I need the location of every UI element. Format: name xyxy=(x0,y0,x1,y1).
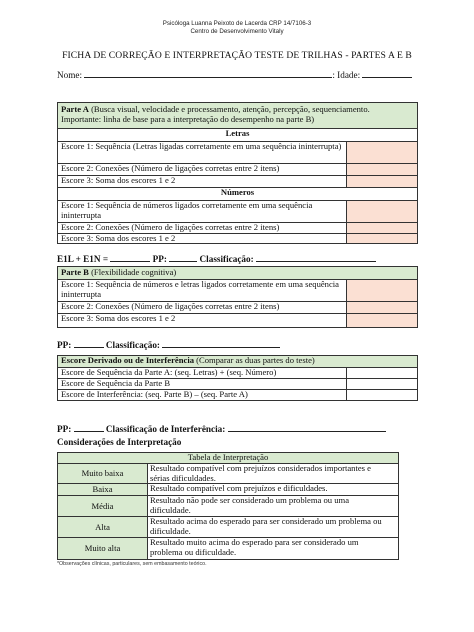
header-line-1: Psicóloga Luanna Peixoto de Lacerda CRP 14/7106-3 xyxy=(162,20,312,27)
part-a-header xyxy=(58,103,417,128)
interpretation-table xyxy=(57,452,399,560)
part-b-row-2: Escore 2: Conexões (Número de ligações corretas entre 2 itens) xyxy=(61,301,280,311)
numeros-score-3-field[interactable] xyxy=(346,234,417,243)
derived-heading-bold: Escore Derivado ou de Interferência xyxy=(61,355,195,365)
pp2-field[interactable] xyxy=(74,422,104,432)
part-a-table xyxy=(57,102,418,244)
part-b-score-2-field[interactable] xyxy=(346,302,417,313)
part-b-table xyxy=(57,266,418,328)
derived-heading-rest: (Comparar as duas partes do teste) xyxy=(194,355,315,365)
pp2-class-field[interactable] xyxy=(228,422,386,432)
part-b-heading-rest: (Flexibilidade cognitiva) xyxy=(88,267,177,277)
nome-label: Nome: xyxy=(57,70,83,80)
pp1-label: PP: xyxy=(57,340,72,350)
part-a-heading-line2: Importante: linha de base para a interpretação do desempenho na parte B) xyxy=(61,113,315,124)
pp-line-1 xyxy=(57,338,280,350)
e1l-class-label: Classificação: xyxy=(199,254,254,264)
numeros-score-2-field[interactable] xyxy=(346,223,417,233)
e1l-pp-field[interactable] xyxy=(169,252,197,262)
interp-level-1: Muito baixa xyxy=(58,464,147,483)
numeros-row-2: Escore 2: Conexões (Número de ligações corretas entre 2 itens) xyxy=(61,222,280,232)
pp1-field[interactable] xyxy=(74,338,104,348)
letras-label: Letras xyxy=(225,128,250,138)
footnote: *Observações clínicas, particulares, sem embasamento teórico. xyxy=(57,561,207,567)
derived-row-3: Escore de Interferência: (seq. Parte B) – (seq. Parte A) xyxy=(61,389,248,399)
e1l-label: E1L + E1N = xyxy=(57,254,109,264)
numeros-label: Números xyxy=(220,187,255,197)
derived-score-1-field[interactable] xyxy=(346,368,417,378)
nome-field[interactable] xyxy=(84,68,332,78)
part-b-heading-bold: Parte B xyxy=(61,267,89,277)
numeros-row-3: Escore 3: Soma dos escores 1 e 2 xyxy=(61,233,176,243)
derived-table xyxy=(57,355,418,401)
pp2-class-label: Classificação de Interferência: xyxy=(105,424,226,434)
e1l-field[interactable] xyxy=(110,252,150,262)
part-b-score-3-field[interactable] xyxy=(346,314,417,327)
part-b-row-1: Escore 1: Sequência de números e letras ligados corretamente em uma sequência ininterrupta xyxy=(61,279,339,299)
derived-header xyxy=(58,356,417,367)
letras-row-2: Escore 2: Conexões (Número de ligações corretas entre 2 itens) xyxy=(61,163,280,173)
letras-row-1: Escore 1: Sequência (Letras ligadas corretamente em uma sequência ininterrupta) xyxy=(61,141,342,151)
part-b-score-1-field[interactable] xyxy=(346,280,417,301)
derived-score-2-field[interactable] xyxy=(346,379,417,389)
interp-title: Tabela de Interpretação xyxy=(58,453,398,463)
interp-desc-2: Resultado compatível com prejuízos e dificuldades. xyxy=(150,483,328,493)
derived-row-1: Escore de Sequência da Parte A: (seq. Letras) + (seq. Número) xyxy=(61,367,277,377)
letras-row-3: Escore 3: Soma dos escores 1 e 2 xyxy=(61,175,176,185)
derived-score-3-field[interactable] xyxy=(346,390,417,400)
idade-label: : Idade: xyxy=(332,70,361,80)
interp-desc-1: Resultado compatível com prejuízos considerados importantes e sérias dificuldades. xyxy=(150,463,371,483)
pp-line-2 xyxy=(57,422,386,434)
letras-score-3-field[interactable] xyxy=(346,176,417,187)
interp-desc-5: Resultado muito acima do esperado para ser considerado um problema ou dificuldade. xyxy=(150,537,359,557)
numeros-row-1: Escore 1: Sequência de números ligados corretamente em uma sequência ininterrupta xyxy=(61,200,313,220)
interp-desc-4: Resultado acima do esperado para ser considerado um problema ou dificuldade. xyxy=(150,516,382,536)
letras-score-1-field[interactable] xyxy=(346,142,417,163)
part-b-row-3: Escore 3: Soma dos escores 1 e 2 xyxy=(61,313,176,323)
considerations-title: Considerações de Interpretação xyxy=(57,437,182,447)
derived-row-2: Escore de Sequência da Parte B xyxy=(61,378,171,388)
interp-level-5: Muito alta xyxy=(58,538,147,559)
pp1-class-field[interactable] xyxy=(162,338,280,348)
idade-field[interactable] xyxy=(362,68,412,78)
interp-level-3: Média xyxy=(58,496,147,516)
header-line-2: Centro de Desenvolvimento Vitaly xyxy=(190,28,284,35)
part-b-header xyxy=(58,267,417,279)
pp1-class-label: Classificação: xyxy=(105,340,160,350)
interp-level-4: Alta xyxy=(58,517,147,537)
letras-score-2-field[interactable] xyxy=(346,164,417,175)
part-a-heading-rest: (Busca visual, velocidade e processamento, atenção, percepção, sequenciamento. xyxy=(88,104,370,114)
interp-desc-3: Resultado não pode ser considerado um problema ou uma dificuldade. xyxy=(150,495,350,515)
part-a-heading-bold: Parte A xyxy=(61,104,89,114)
name-line xyxy=(57,68,412,80)
interp-level-2: Baixa xyxy=(58,484,147,495)
e1l-line xyxy=(57,252,376,264)
document-title: FICHA DE CORREÇÃO E INTERPRETAÇÃO TESTE DE TRILHAS - PARTES A E B xyxy=(62,50,412,61)
numeros-score-1-field[interactable] xyxy=(346,201,417,222)
e1l-class-field[interactable] xyxy=(256,252,376,262)
e1l-pp-label: PP: xyxy=(152,254,167,264)
pp2-label: PP: xyxy=(57,424,72,434)
